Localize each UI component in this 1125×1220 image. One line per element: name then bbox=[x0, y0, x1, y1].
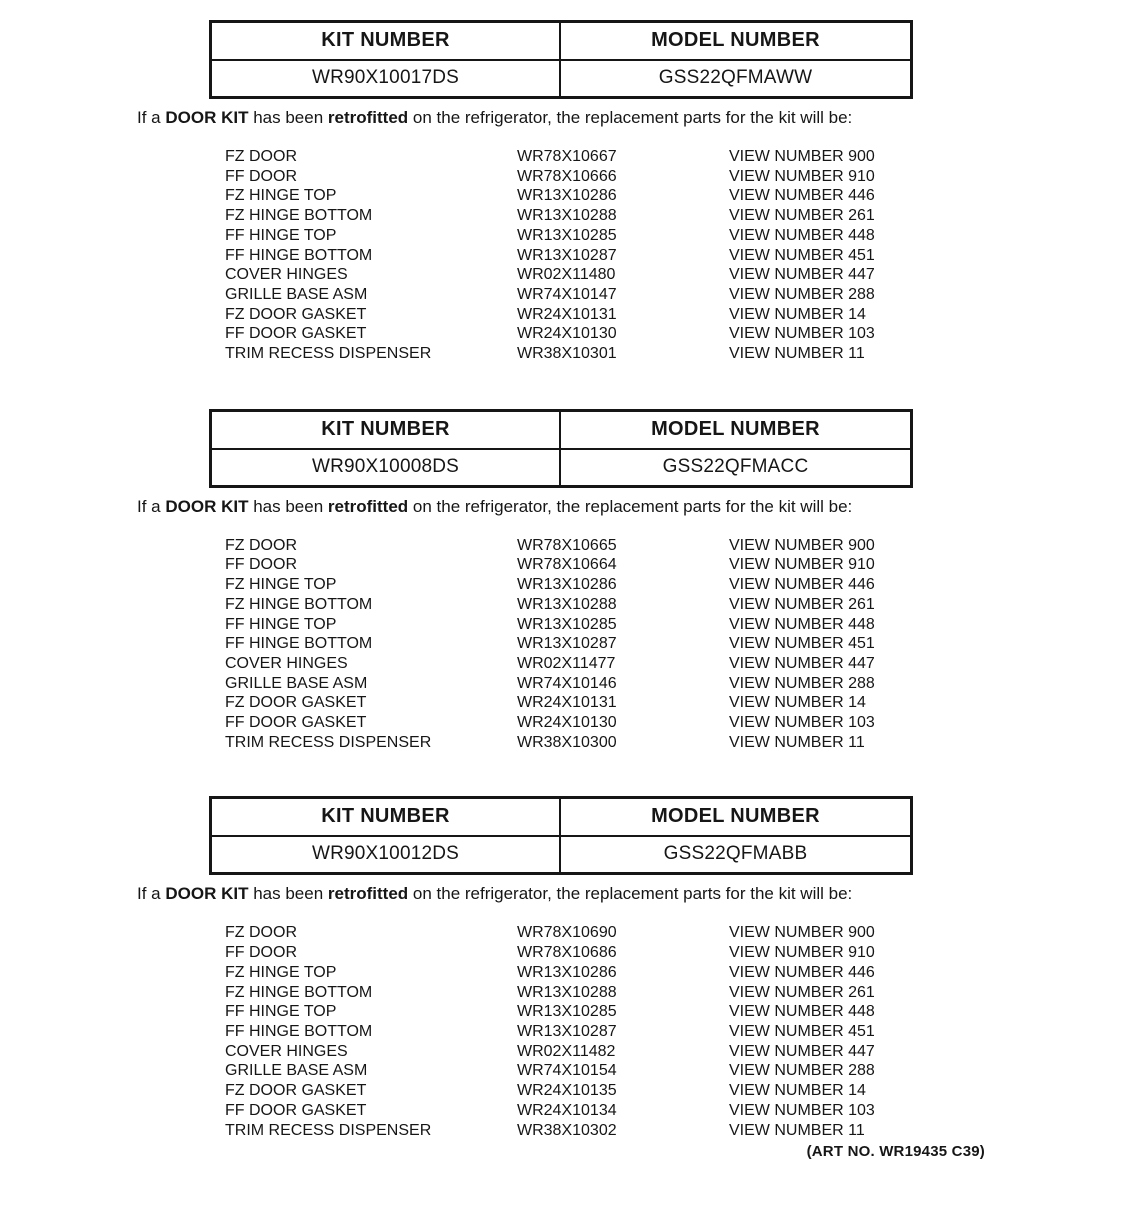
intro-bold-door-kit: DOOR KIT bbox=[165, 496, 249, 516]
kit-number-header: KIT NUMBER bbox=[212, 23, 561, 61]
parts-list bbox=[0, 147, 1125, 364]
view-number: VIEW NUMBER 11 bbox=[729, 733, 865, 751]
parts-row bbox=[225, 983, 1125, 1003]
part-name: FF HINGE BOTTOM bbox=[225, 1022, 373, 1040]
kit-model-table bbox=[209, 409, 913, 488]
parts-row bbox=[225, 1002, 1125, 1022]
part-number: WR13X10288 bbox=[517, 207, 617, 225]
view-number: VIEW NUMBER 446 bbox=[729, 187, 875, 205]
part-name: FZ DOOR GASKET bbox=[225, 1082, 367, 1100]
part-name: TRIM RECESS DISPENSER bbox=[225, 733, 432, 751]
part-number: WR24X10131 bbox=[517, 305, 617, 323]
intro-suffix: on the refrigerator, the replacement parts for the kit will be: bbox=[408, 108, 853, 127]
model-number-header: MODEL NUMBER bbox=[561, 412, 910, 450]
intro-bold-retrofitted: retrofitted bbox=[327, 496, 409, 516]
view-number: VIEW NUMBER 900 bbox=[729, 536, 875, 554]
parts-row bbox=[225, 1081, 1125, 1101]
part-number: WR74X10154 bbox=[517, 1062, 617, 1080]
view-number: VIEW NUMBER 451 bbox=[729, 246, 875, 264]
view-number: VIEW NUMBER 448 bbox=[729, 615, 875, 633]
parts-row bbox=[225, 575, 1125, 595]
part-number: WR78X10664 bbox=[517, 556, 617, 574]
parts-row bbox=[225, 186, 1125, 206]
parts-row bbox=[225, 344, 1125, 364]
parts-row bbox=[225, 147, 1125, 167]
parts-row bbox=[225, 713, 1125, 733]
parts-list bbox=[0, 923, 1125, 1140]
part-name: GRILLE BASE ASM bbox=[225, 1062, 368, 1080]
part-number: WR24X10130 bbox=[517, 714, 617, 732]
parts-catalog-page bbox=[0, 20, 1125, 1220]
part-number: WR13X10288 bbox=[517, 595, 617, 613]
parts-row bbox=[225, 923, 1125, 943]
parts-row bbox=[225, 555, 1125, 575]
part-number: WR38X10301 bbox=[517, 345, 617, 363]
part-name: FZ HINGE TOP bbox=[225, 187, 337, 205]
intro-mid: has been bbox=[248, 884, 328, 904]
view-number: VIEW NUMBER 103 bbox=[729, 714, 875, 732]
intro-bold-door-kit: DOOR KIT bbox=[165, 884, 249, 904]
part-number: WR02X11477 bbox=[517, 654, 616, 672]
view-number: VIEW NUMBER 910 bbox=[729, 556, 875, 574]
part-name: GRILLE BASE ASM bbox=[225, 285, 368, 303]
part-name: FF HINGE BOTTOM bbox=[225, 246, 373, 264]
kit-section-2 bbox=[0, 409, 1125, 753]
part-number: WR38X10302 bbox=[517, 1121, 617, 1139]
parts-row bbox=[225, 226, 1125, 246]
part-number: WR24X10130 bbox=[517, 325, 617, 343]
model-number-header: MODEL NUMBER bbox=[561, 799, 910, 837]
part-name: TRIM RECESS DISPENSER bbox=[225, 345, 432, 363]
part-name: FZ DOOR GASKET bbox=[225, 694, 367, 712]
parts-row bbox=[225, 265, 1125, 285]
part-name: COVER HINGES bbox=[225, 266, 348, 284]
part-number: WR13X10286 bbox=[517, 963, 617, 981]
part-name: FZ DOOR bbox=[225, 536, 297, 554]
model-number-value: GSS22QFMABB bbox=[663, 843, 808, 865]
part-name: FF HINGE BOTTOM bbox=[225, 635, 373, 653]
part-name: FZ HINGE TOP bbox=[225, 576, 337, 594]
art-number: (ART NO. WR19435 C39) bbox=[806, 1143, 985, 1161]
part-name: FF HINGE TOP bbox=[225, 1003, 337, 1021]
parts-row bbox=[225, 324, 1125, 344]
part-name: FZ HINGE BOTTOM bbox=[225, 595, 373, 613]
view-number: VIEW NUMBER 448 bbox=[729, 1003, 875, 1021]
intro-mid: has been bbox=[248, 108, 328, 127]
part-name: FZ DOOR bbox=[225, 148, 297, 165]
view-number: VIEW NUMBER 900 bbox=[729, 924, 875, 942]
part-number: WR78X10666 bbox=[517, 167, 617, 185]
part-number: WR24X10131 bbox=[517, 694, 617, 712]
parts-row bbox=[225, 1121, 1125, 1141]
view-number: VIEW NUMBER 451 bbox=[729, 635, 875, 653]
view-number: VIEW NUMBER 910 bbox=[729, 167, 875, 185]
part-name: FF DOOR bbox=[225, 167, 297, 185]
view-number: VIEW NUMBER 261 bbox=[729, 983, 875, 1001]
intro-text bbox=[137, 497, 1125, 517]
part-name: FF DOOR GASKET bbox=[225, 325, 367, 343]
part-name: FF DOOR bbox=[225, 556, 297, 574]
view-number: VIEW NUMBER 14 bbox=[729, 694, 866, 712]
parts-row bbox=[225, 1061, 1125, 1081]
part-number: WR02X11482 bbox=[517, 1042, 616, 1060]
parts-row bbox=[225, 536, 1125, 556]
part-number: WR74X10147 bbox=[517, 285, 617, 303]
part-number: WR78X10686 bbox=[517, 944, 617, 962]
part-name: FZ DOOR GASKET bbox=[225, 305, 367, 323]
parts-row bbox=[225, 206, 1125, 226]
kit-model-table bbox=[209, 796, 913, 875]
parts-row bbox=[225, 285, 1125, 305]
view-number: VIEW NUMBER 446 bbox=[729, 963, 875, 981]
kit-section-1 bbox=[0, 20, 1125, 364]
part-number: WR78X10690 bbox=[517, 924, 617, 942]
intro-bold-retrofitted: retrofitted bbox=[327, 884, 409, 904]
parts-row bbox=[225, 674, 1125, 694]
view-number: VIEW NUMBER 11 bbox=[729, 1121, 865, 1139]
parts-row bbox=[225, 963, 1125, 983]
intro-bold-retrofitted: retrofitted bbox=[327, 108, 409, 127]
part-number: WR13X10287 bbox=[517, 246, 617, 264]
parts-row bbox=[225, 1042, 1125, 1062]
intro-prefix: If a bbox=[137, 884, 166, 904]
part-number: WR02X11480 bbox=[517, 266, 616, 284]
part-number: WR13X10287 bbox=[517, 635, 617, 653]
part-number: WR13X10285 bbox=[517, 615, 617, 633]
intro-text bbox=[137, 884, 1125, 904]
parts-row bbox=[225, 654, 1125, 674]
kit-number-header: KIT NUMBER bbox=[212, 412, 561, 450]
part-name: FF DOOR GASKET bbox=[225, 714, 367, 732]
part-name: COVER HINGES bbox=[225, 654, 348, 672]
view-number: VIEW NUMBER 288 bbox=[729, 1062, 875, 1080]
part-name: FF DOOR GASKET bbox=[225, 1101, 367, 1119]
view-number: VIEW NUMBER 288 bbox=[729, 285, 875, 303]
kit-section-3 bbox=[0, 796, 1125, 1140]
part-name: COVER HINGES bbox=[225, 1042, 348, 1060]
model-number-header: MODEL NUMBER bbox=[561, 23, 910, 61]
model-number-value: GSS22QFMAWW bbox=[658, 67, 813, 88]
view-number: VIEW NUMBER 446 bbox=[729, 576, 875, 594]
parts-list bbox=[0, 536, 1125, 753]
part-name: FF HINGE TOP bbox=[225, 615, 337, 633]
part-name: FZ DOOR bbox=[225, 924, 297, 942]
part-number: WR13X10286 bbox=[517, 187, 617, 205]
part-number: WR78X10665 bbox=[517, 536, 617, 554]
part-number: WR13X10285 bbox=[517, 1003, 617, 1021]
part-name: FF HINGE TOP bbox=[225, 226, 337, 244]
parts-row bbox=[225, 305, 1125, 325]
part-name: TRIM RECESS DISPENSER bbox=[225, 1121, 432, 1139]
view-number: VIEW NUMBER 14 bbox=[729, 1082, 866, 1100]
view-number: VIEW NUMBER 447 bbox=[729, 266, 875, 284]
parts-row bbox=[225, 615, 1125, 635]
view-number: VIEW NUMBER 451 bbox=[729, 1022, 875, 1040]
view-number: VIEW NUMBER 14 bbox=[729, 305, 866, 323]
view-number: VIEW NUMBER 447 bbox=[729, 1042, 875, 1060]
part-name: GRILLE BASE ASM bbox=[225, 674, 368, 692]
intro-bold-door-kit: DOOR KIT bbox=[165, 108, 249, 127]
parts-row bbox=[225, 634, 1125, 654]
parts-row bbox=[225, 1022, 1125, 1042]
kit-number-value: WR90X10017DS bbox=[212, 61, 561, 96]
intro-prefix: If a bbox=[137, 108, 166, 127]
part-number: WR13X10285 bbox=[517, 226, 617, 244]
view-number: VIEW NUMBER 288 bbox=[729, 674, 875, 692]
part-number: WR24X10135 bbox=[517, 1082, 617, 1100]
intro-suffix: on the refrigerator, the replacement parts for the kit will be: bbox=[408, 884, 853, 904]
part-number: WR13X10287 bbox=[517, 1022, 617, 1040]
parts-row bbox=[225, 733, 1125, 753]
view-number: VIEW NUMBER 447 bbox=[729, 654, 875, 672]
kit-model-table bbox=[209, 20, 913, 99]
parts-row bbox=[225, 1101, 1125, 1121]
part-number: WR78X10667 bbox=[517, 148, 617, 165]
parts-row bbox=[225, 595, 1125, 615]
model-number-value: GSS22QFMACC bbox=[662, 455, 809, 477]
view-number: VIEW NUMBER 261 bbox=[729, 207, 875, 225]
part-number: WR24X10134 bbox=[517, 1101, 617, 1119]
part-name: FZ HINGE BOTTOM bbox=[225, 983, 373, 1001]
part-name: FZ HINGE TOP bbox=[225, 963, 337, 981]
kit-number-header: KIT NUMBER bbox=[212, 799, 561, 837]
parts-row bbox=[225, 693, 1125, 713]
intro-suffix: on the refrigerator, the replacement parts for the kit will be: bbox=[408, 496, 853, 516]
view-number: VIEW NUMBER 910 bbox=[729, 944, 875, 962]
parts-row bbox=[225, 167, 1125, 187]
parts-row bbox=[225, 943, 1125, 963]
intro-text bbox=[137, 108, 1125, 128]
part-number: WR13X10288 bbox=[517, 983, 617, 1001]
view-number: VIEW NUMBER 900 bbox=[729, 148, 875, 165]
parts-row bbox=[225, 246, 1125, 266]
kit-number-value: WR90X10008DS bbox=[212, 450, 561, 485]
view-number: VIEW NUMBER 11 bbox=[729, 345, 865, 363]
intro-prefix: If a bbox=[137, 496, 166, 516]
part-number: WR74X10146 bbox=[517, 674, 617, 692]
view-number: VIEW NUMBER 448 bbox=[729, 226, 875, 244]
part-number: WR38X10300 bbox=[517, 733, 617, 751]
part-name: FZ HINGE BOTTOM bbox=[225, 207, 373, 225]
view-number: VIEW NUMBER 103 bbox=[729, 1101, 875, 1119]
part-number: WR13X10286 bbox=[517, 576, 617, 594]
intro-mid: has been bbox=[248, 496, 328, 516]
view-number: VIEW NUMBER 103 bbox=[729, 325, 875, 343]
kit-number-value: WR90X10012DS bbox=[212, 837, 561, 872]
view-number: VIEW NUMBER 261 bbox=[729, 595, 875, 613]
part-name: FF DOOR bbox=[225, 944, 297, 962]
